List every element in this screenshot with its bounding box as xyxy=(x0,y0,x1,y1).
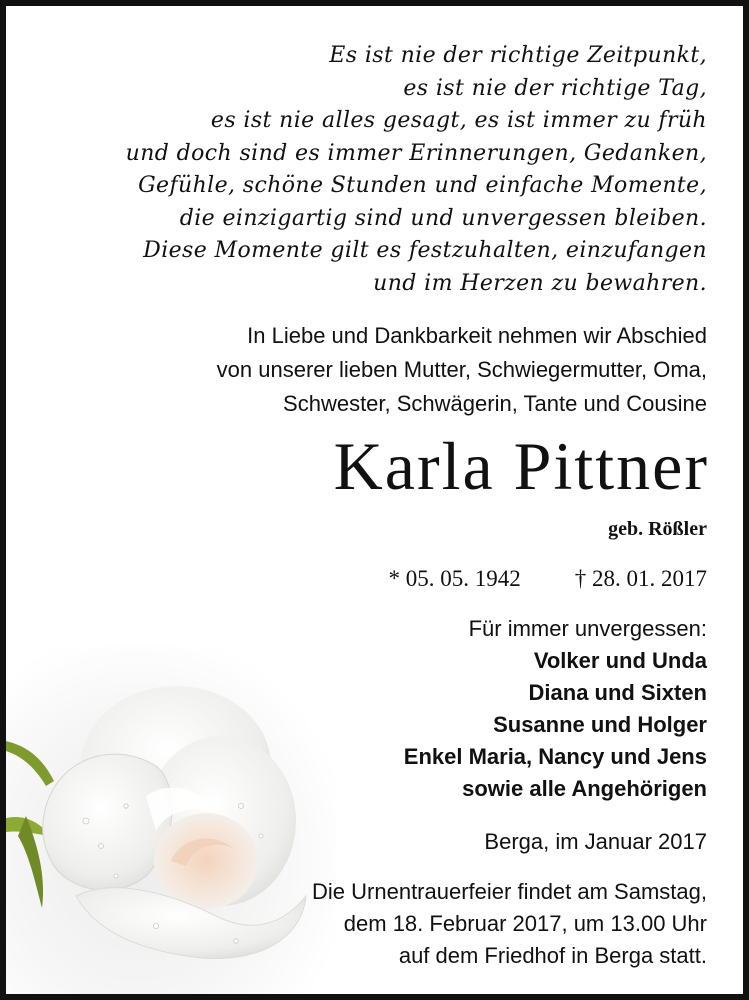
poem-line: es ist nie alles gesagt, es ist immer zu früh xyxy=(210,108,707,133)
maiden-name: geb. Rößler xyxy=(608,518,707,540)
poem-line: es ist nie der richtige Tag, xyxy=(403,75,707,101)
poem xyxy=(47,40,707,300)
poem-line: Diese Momente gilt es festzuhalten, einzufangen xyxy=(143,238,707,263)
poem-line: und im Herzen zu bewahren. xyxy=(373,270,707,296)
ceremony-info xyxy=(147,876,707,972)
ceremony-line: dem 18. Februar 2017, um 13.00 Uhr xyxy=(343,911,707,936)
mourners-heading: Für immer unvergessen: xyxy=(468,616,707,641)
mourners xyxy=(207,613,707,805)
intro-line: Schwester, Schwägerin, Tante und Cousine xyxy=(283,391,707,416)
ceremony-line: Die Urnentrauerfeier findet am Samstag, xyxy=(312,879,707,904)
mourner-name: Diana und Sixten xyxy=(528,680,707,705)
mourner-name: Enkel Maria, Nancy und Jens xyxy=(403,744,707,769)
poem-line: Gefühle, schöne Stunden und einfache Momente, xyxy=(138,173,707,198)
farewell-intro xyxy=(47,319,707,421)
mourner-name: Susanne und Holger xyxy=(493,712,707,737)
mourner-name: Volker und Unda xyxy=(533,648,707,673)
mourner-name: sowie alle Angehörigen xyxy=(462,776,707,801)
ceremony-line: auf dem Friedhof in Berga statt. xyxy=(398,943,707,968)
intro-line: In Liebe und Dankbarkeit nehmen wir Abschied xyxy=(247,323,707,348)
poem-line: die einzigartig sind und unvergessen bleiben. xyxy=(179,205,707,231)
death-date: † 28. 01. 2017 xyxy=(574,566,707,591)
intro-line: von unserer lieben Mutter, Schwiegermutter, Oma, xyxy=(216,357,707,382)
birth-date: * 05. 05. 1942 xyxy=(388,566,521,591)
poem-line: Es ist nie der richtige Zeitpunkt, xyxy=(329,43,707,68)
place-and-date: Berga, im Januar 2017 xyxy=(484,829,707,854)
life-dates xyxy=(389,566,708,592)
poem-line: und doch sind es immer Erinnerungen, Gedanken, xyxy=(125,140,707,166)
deceased-name: Karla Pittner xyxy=(333,428,709,504)
